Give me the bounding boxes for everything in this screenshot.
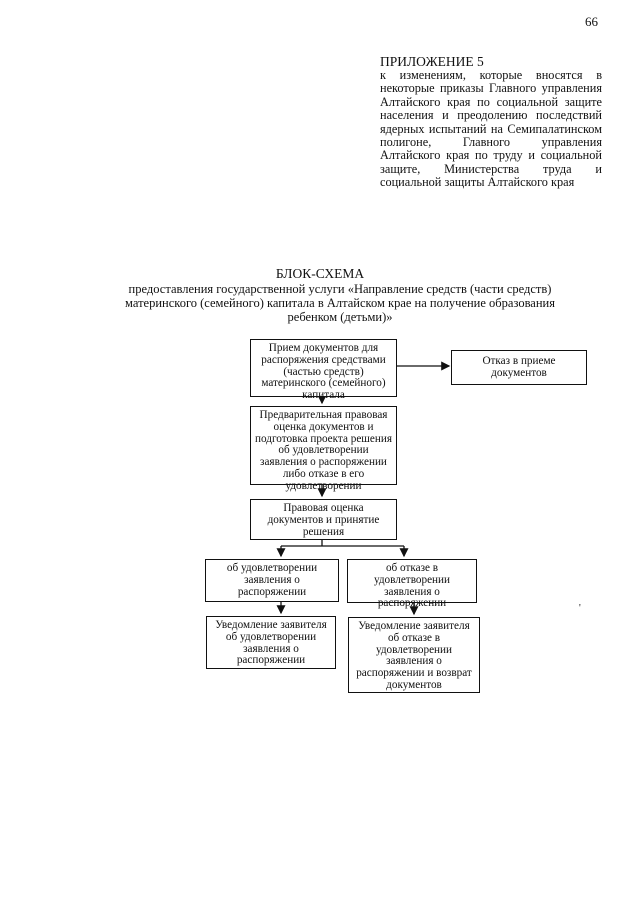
page-number: 66	[585, 14, 598, 29]
box-preliminary-evaluation: Предварительная правовая оценка документов и подготовка проекта решения об удовлетворении заявления о распоряжении либо отказе в его удовлетворении	[250, 406, 397, 485]
box-receive-documents: Прием документов для распоряжения средствами (частью средств) материнского (семейного) капитала	[250, 339, 397, 397]
stray-mark: '	[579, 603, 581, 614]
scheme-subtitle: предоставления государственной услуги «Направление средств (части средств) материнского (семейного) капитала в Алтайском крае на получение образования ребенком (детьми)»	[125, 282, 555, 324]
box-legal-evaluation: Правовая оценка документов и принятие решения	[250, 499, 397, 540]
box-refuse-receive: Отказ в приеме документов	[451, 350, 587, 385]
scheme-title: БЛОК-СХЕМА	[275, 266, 365, 281]
appendix-title: ПРИЛОЖЕНИЕ 5	[380, 54, 484, 69]
box-notify-approve: Уведомление заявителя об удовлетворении заявления о распоряжении	[206, 616, 336, 669]
appendix-text: к изменениям, которые вносятся в некоторые приказы Главного управления Алтайского края по социальной защите населения и преодолению последствий ядерных испытаний на Семипалатинском полигоне, Главного управления Алтайского края по труду и социальной защите, Министерства труда и социальной защиты Алтайского края	[380, 68, 602, 190]
box-notify-deny: Уведомление заявителя об отказе в удовлетворении заявления о распоряжении и возврат документов	[348, 617, 480, 693]
box-approve: об удовлетворении заявления о распоряжении	[205, 559, 339, 602]
box-deny: об отказе в удовлетворении заявления о распоряжении	[347, 559, 477, 603]
